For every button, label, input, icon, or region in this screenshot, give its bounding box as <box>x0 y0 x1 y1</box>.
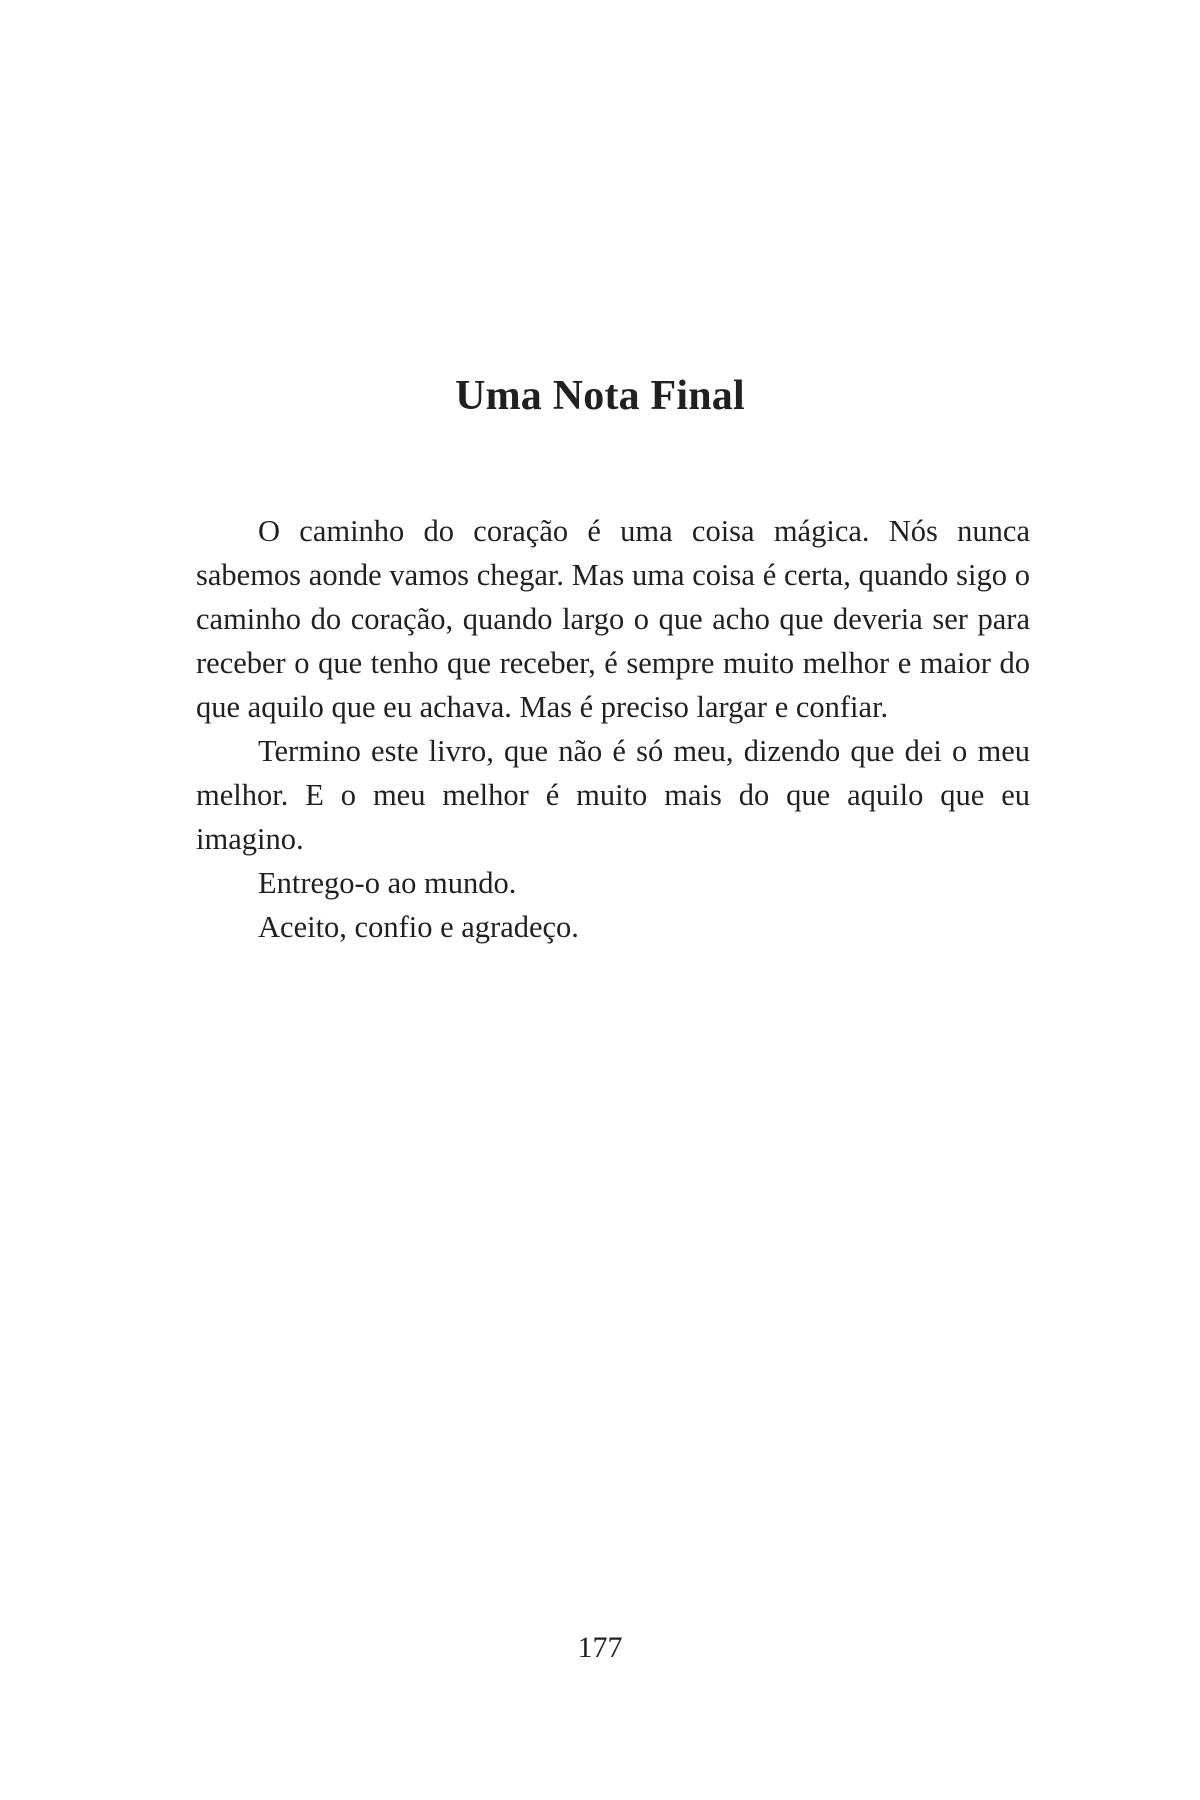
page-number: 177 <box>577 1631 623 1664</box>
paragraph-3: Entrego-o ao mundo. <box>258 866 517 900</box>
chapter-title: Uma Nota Final <box>455 373 745 419</box>
body-text <box>196 509 1030 949</box>
paragraph-4: Aceito, confio e agradeço. <box>258 910 579 944</box>
paragraph-2: Termino este livro, que não é só meu, dizendo que dei o meu melhor. E o meu melhor é muito mais do que aquilo que eu imagino. <box>196 734 1030 856</box>
paragraph-1: O caminho do coração é uma coisa mágica. Nós nunca sabemos aonde vamos chegar. Mas uma coisa é certa, quando sigo o caminho do coração, quando largo o que acho que deveria ser para receber o que tenho que receber, é sempre muito melhor e maior do que aquilo que eu achava. Mas é preciso largar e confiar. <box>196 514 1030 724</box>
